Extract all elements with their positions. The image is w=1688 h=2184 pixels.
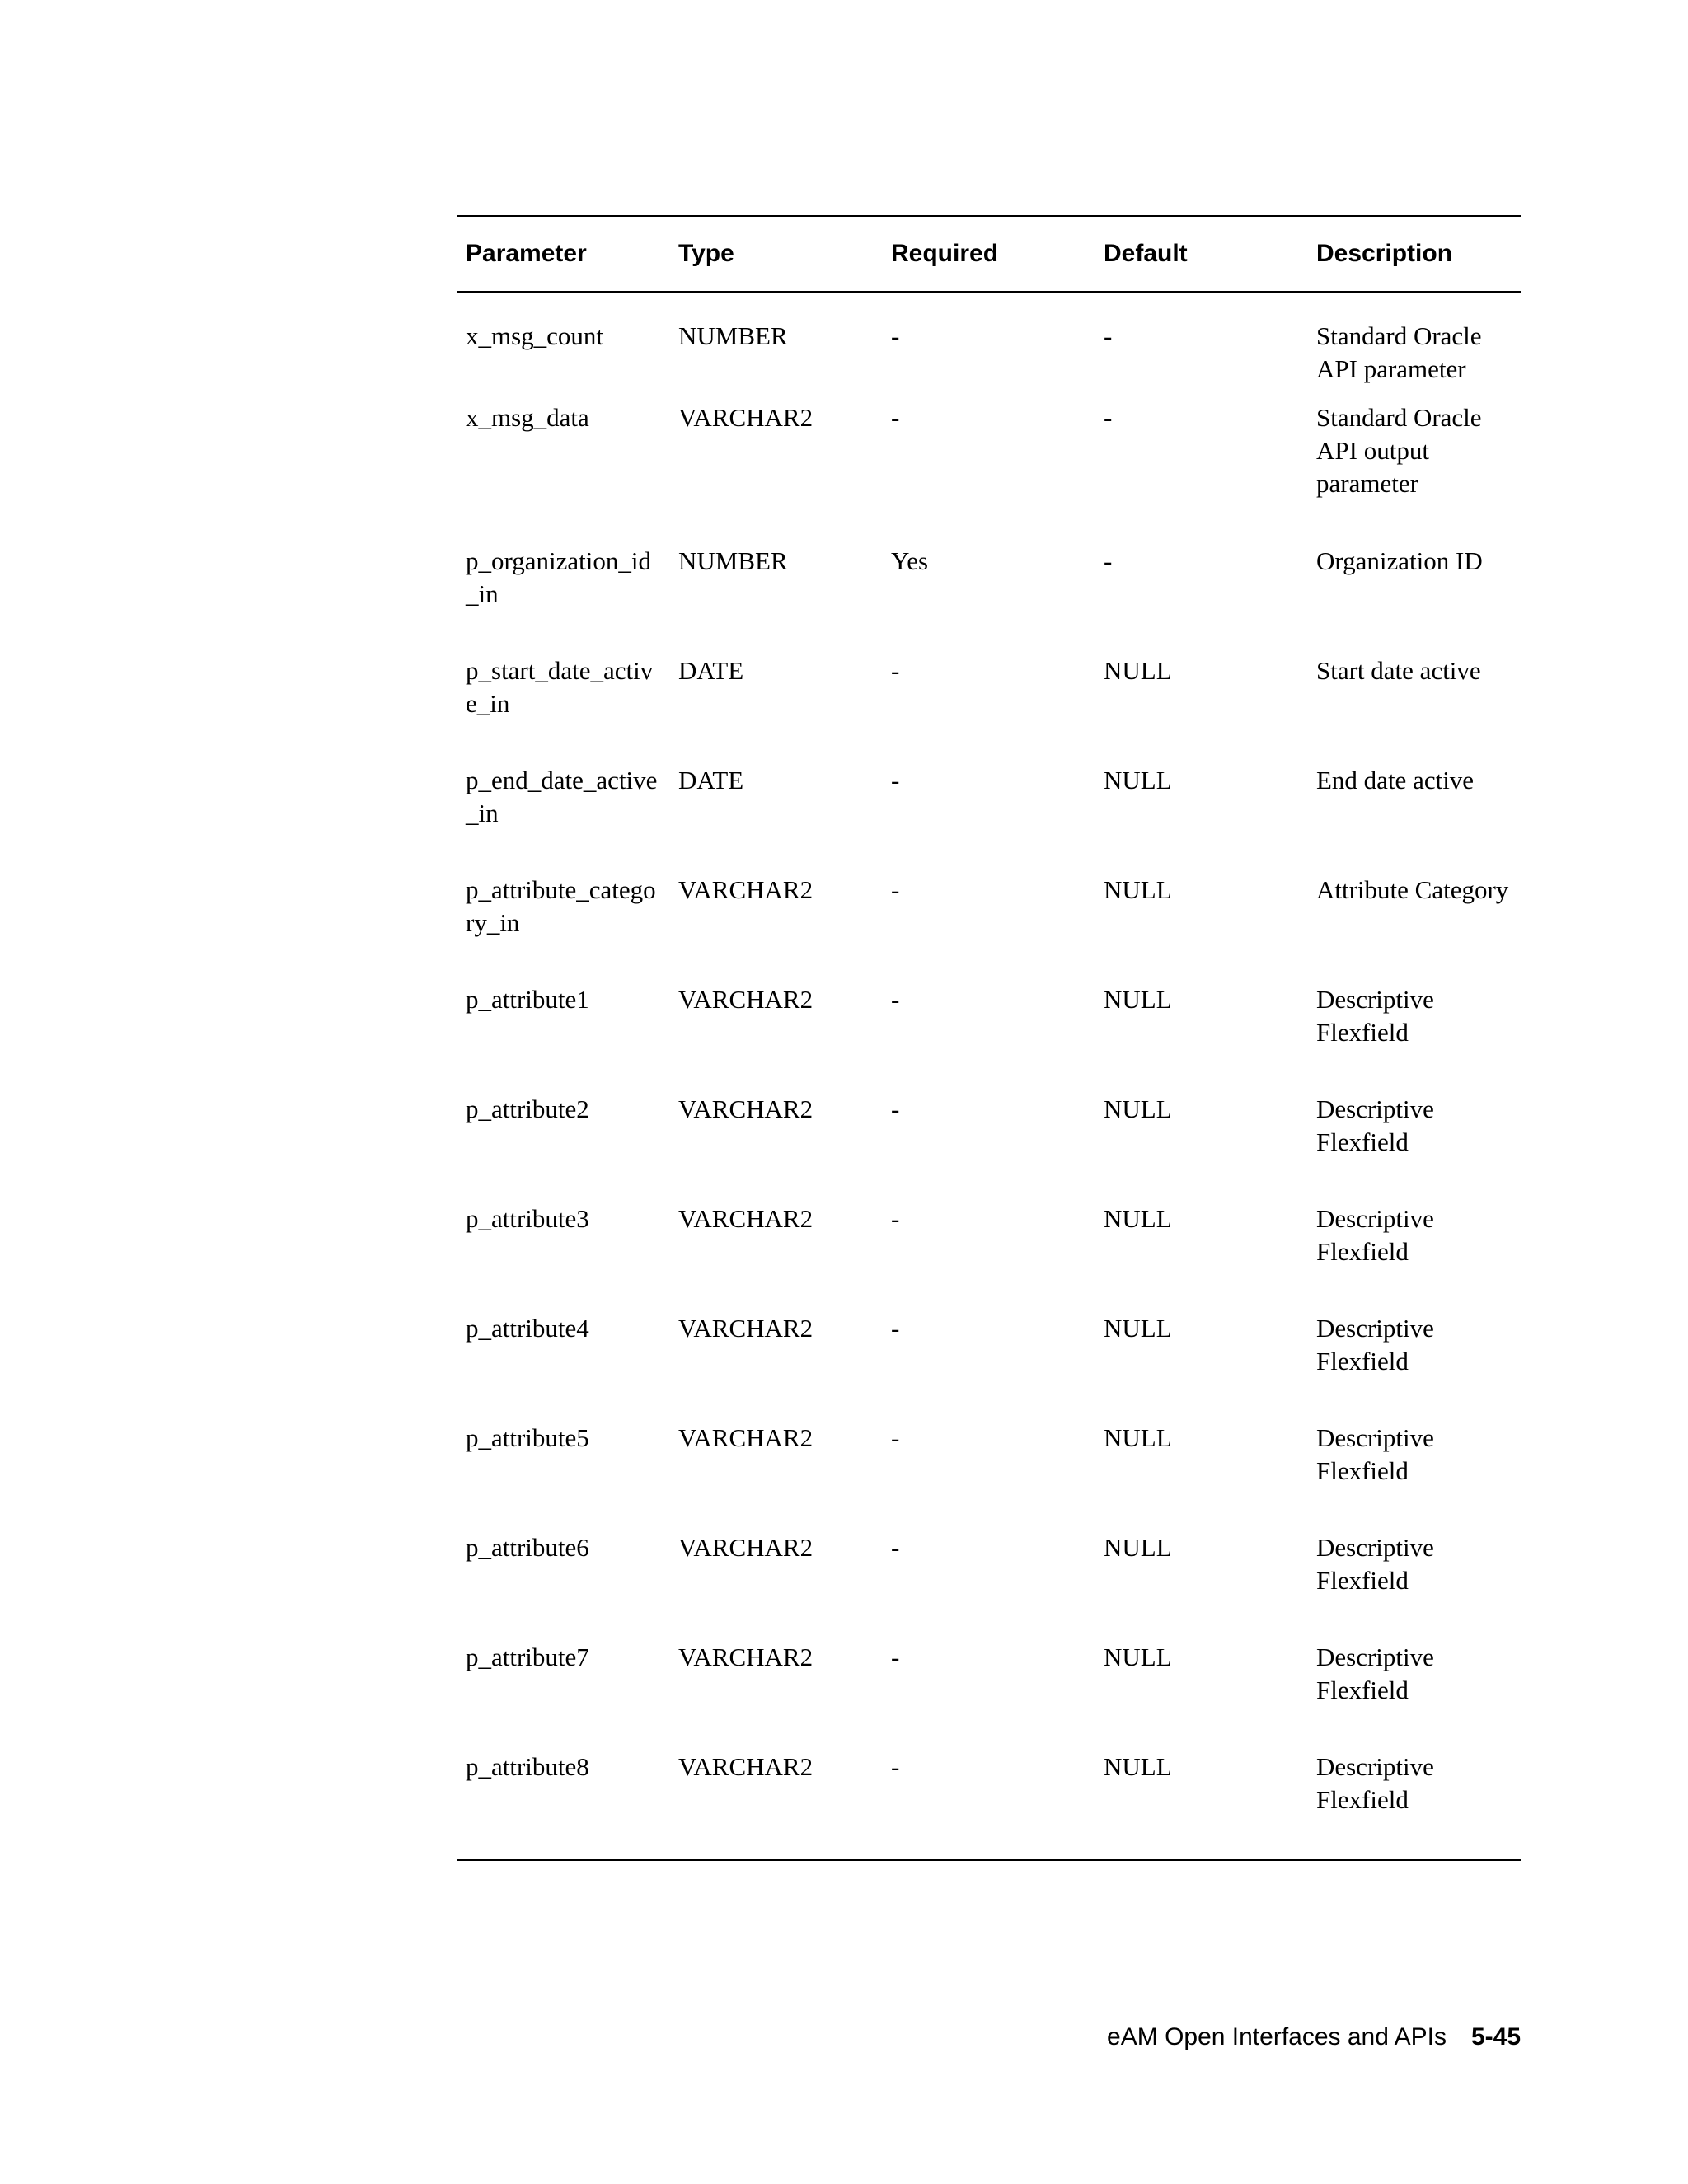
cell-description: Attribute Category xyxy=(1316,875,1509,904)
table-row xyxy=(457,1641,1521,1750)
cell-required: - xyxy=(891,766,900,794)
cell-type: NUMBER xyxy=(678,321,788,350)
cell-type: DATE xyxy=(678,766,744,794)
cell-description: Descriptive Flexfield xyxy=(1316,985,1434,1047)
cell-parameter: p_attribute3 xyxy=(466,1204,589,1233)
cell-type: VARCHAR2 xyxy=(678,985,814,1014)
table-row xyxy=(457,1422,1521,1531)
table-header-row xyxy=(457,216,1521,292)
cell-required: - xyxy=(891,1533,900,1562)
cell-default: - xyxy=(1104,546,1113,575)
cell-parameter: p_attribute_category_in xyxy=(466,875,656,937)
header-required: Required xyxy=(883,216,1095,292)
cell-default: NULL xyxy=(1104,1314,1172,1343)
cell-parameter: p_attribute2 xyxy=(466,1094,589,1123)
cell-default: NULL xyxy=(1104,656,1172,685)
cell-default: NULL xyxy=(1104,1643,1172,1671)
table-row xyxy=(457,1202,1521,1312)
cell-type: VARCHAR2 xyxy=(678,1533,814,1562)
cell-description: Descriptive Flexfield xyxy=(1316,1314,1434,1376)
parameter-table xyxy=(457,215,1521,1861)
cell-required: - xyxy=(891,403,900,432)
page-number: 5-45 xyxy=(1470,2023,1521,2050)
cell-required: - xyxy=(891,321,900,350)
cell-default: NULL xyxy=(1095,1750,1308,1860)
cell-default: - xyxy=(1104,321,1113,350)
cell-default: NULL xyxy=(1104,1094,1172,1123)
table-row xyxy=(457,1531,1521,1641)
table-row xyxy=(457,764,1521,874)
table-row xyxy=(457,654,1521,764)
cell-default: NULL xyxy=(1104,1204,1172,1233)
cell-default: NULL xyxy=(1104,766,1172,794)
cell-default: NULL xyxy=(1104,875,1172,904)
cell-type: VARCHAR2 xyxy=(678,875,814,904)
table-row xyxy=(457,1312,1521,1422)
cell-description: Descriptive Flexfield xyxy=(1316,1423,1434,1485)
cell-parameter: p_attribute8 xyxy=(457,1750,670,1860)
cell-description: Descriptive Flexfield xyxy=(1316,1094,1434,1156)
header-description: Description xyxy=(1308,216,1521,292)
cell-parameter: p_attribute5 xyxy=(466,1423,589,1452)
cell-required: - xyxy=(891,1423,900,1452)
table-row xyxy=(457,983,1521,1093)
header-type: Type xyxy=(670,216,883,292)
cell-default: NULL xyxy=(1104,985,1172,1014)
cell-type: NUMBER xyxy=(678,546,788,575)
cell-description: End date active xyxy=(1316,766,1475,794)
table-row xyxy=(457,1750,1521,1860)
cell-required: - xyxy=(891,656,900,685)
cell-description: Descriptive Flexfield xyxy=(1308,1750,1521,1860)
cell-required: - xyxy=(891,1204,900,1233)
header-default: Default xyxy=(1095,216,1308,292)
table-row xyxy=(457,401,1521,545)
cell-required: - xyxy=(891,1094,900,1123)
table-row xyxy=(457,292,1521,401)
cell-description: Standard Oracle API output parameter xyxy=(1316,403,1482,498)
cell-parameter: p_organization_id_in xyxy=(466,546,651,608)
cell-parameter: p_attribute6 xyxy=(466,1533,589,1562)
cell-default: - xyxy=(1104,403,1113,432)
cell-default: NULL xyxy=(1104,1423,1172,1452)
cell-type: VARCHAR2 xyxy=(678,1204,814,1233)
cell-parameter: x_msg_data xyxy=(466,403,589,432)
cell-required: - xyxy=(891,1314,900,1343)
table-body xyxy=(457,292,1521,1860)
cell-required: - xyxy=(883,1750,1095,1860)
cell-type: DATE xyxy=(678,656,744,685)
cell-description: Organization ID xyxy=(1316,546,1483,575)
cell-type: VARCHAR2 xyxy=(678,1094,814,1123)
cell-description: Standard Oracle API parameter xyxy=(1316,321,1482,383)
cell-parameter: p_end_date_active_in xyxy=(466,766,658,827)
table-row xyxy=(457,1093,1521,1202)
cell-type: VARCHAR2 xyxy=(678,1643,814,1671)
cell-required: - xyxy=(891,875,900,904)
cell-description: Descriptive Flexfield xyxy=(1316,1204,1434,1266)
cell-parameter: p_start_date_active_in xyxy=(466,656,654,718)
cell-required: - xyxy=(891,1643,900,1671)
header-parameter: Parameter xyxy=(457,216,670,292)
cell-default: NULL xyxy=(1104,1533,1172,1562)
cell-required: Yes xyxy=(891,546,929,575)
cell-parameter: x_msg_count xyxy=(466,321,604,350)
footer-title: eAM Open Interfaces and APIs xyxy=(1107,2023,1447,2050)
cell-description: Descriptive Flexfield xyxy=(1316,1533,1434,1595)
cell-parameter: p_attribute4 xyxy=(466,1314,589,1343)
cell-type: VARCHAR2 xyxy=(678,403,814,432)
cell-description: Start date active xyxy=(1316,656,1481,685)
cell-type: VARCHAR2 xyxy=(678,1423,814,1452)
cell-required: - xyxy=(891,985,900,1014)
cell-type: VARCHAR2 xyxy=(678,1314,814,1343)
cell-parameter: p_attribute7 xyxy=(466,1643,589,1671)
cell-type: VARCHAR2 xyxy=(670,1750,883,1860)
page-footer xyxy=(1107,2022,1521,2052)
table-row xyxy=(457,874,1521,983)
table-row xyxy=(457,545,1521,654)
cell-description: Descriptive Flexfield xyxy=(1316,1643,1434,1704)
cell-parameter: p_attribute1 xyxy=(466,985,589,1014)
